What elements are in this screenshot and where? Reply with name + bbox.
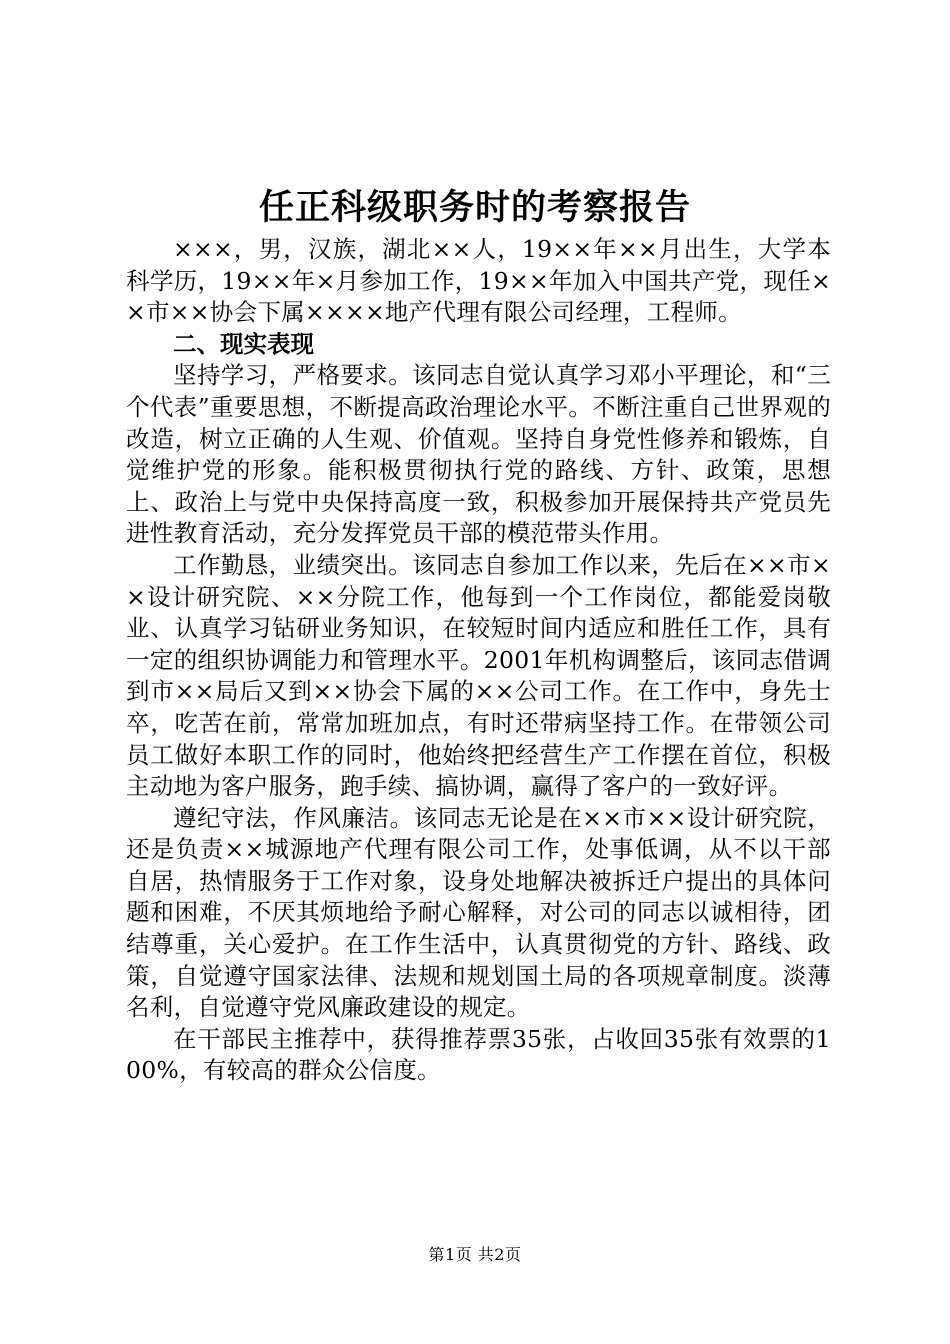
section-heading: 二、现实表现 (173, 329, 314, 358)
page-footer: 第1页 共2页 (428, 1245, 522, 1264)
document-body (126, 234, 831, 1087)
paragraph-discipline: 遵纪守法，作风廉洁。该同志无论是在××市××设计研究院，还是负责××城源地产代理有限公司工作，处事低调，从不以干部自居，热情服务于工作对象，设身处地解决被拆迁户提出的具体问题和困难，不厌其烦地给予耐心解释，对公司的同志以诚相待，团结尊重，关心爱护。在工作生活中，认真贯彻党的方针、路线、政策，自觉遵守国家法律、法规和规划国土局的各项规章制度。淡薄名利，自觉遵守党风廉政建设的规定。 (126, 803, 831, 1022)
paragraph-profile: ×××，男，汉族，湖北××人，19××年××月出生，大学本科学历，19××年×月参加工作，19××年加入中国共产党，现任××市××协会下属××××地产代理有限公司经理，工程师。 (126, 235, 831, 327)
paragraph-work: 工作勤恳，业绩突出。该同志自参加工作以来，先后在××市××设计研究院、××分院工作，他每到一个工作岗位，都能爱岗敬业、认真学习钻研业务知识，在较短时间内适应和胜任工作，具有一定的组织协调能力和管理水平。2001年机构调整后，该同志借调到市××局后又到××协会下属的××公司工作。在工作中，身先士卒，吃苦在前，常常加班加点，有时还带病坚持工作。在带领公司员工做好本职工作的同时，他始终把经营生产工作摆在首位，积极主动地为客户服务，跑手续、搞协调，赢得了客户的一致好评。 (126, 550, 831, 801)
paragraph-study: 坚持学习，严格要求。该同志自觉认真学习邓小平理论，和“三个代表”重要思想，不断提高政治理论水平。不断注重自己世界观的改造，树立正确的人生观、价值观。坚持自身党性修养和锻炼，自觉维护党的形象。能积极贯彻执行党的路线、方针、政策，思想上、政治上与党中央保持高度一致，积极参加开展保持共产党员先进性教育活动，充分发挥党员干部的模范带头作用。 (126, 361, 831, 548)
paragraph-recommendation: 在干部民主推荐中，获得推荐票35张，占收回35张有效票的100%，有较高的群众公信度。 (126, 1024, 831, 1085)
document-title: 任正科级职务时的考察报告 (258, 187, 691, 228)
